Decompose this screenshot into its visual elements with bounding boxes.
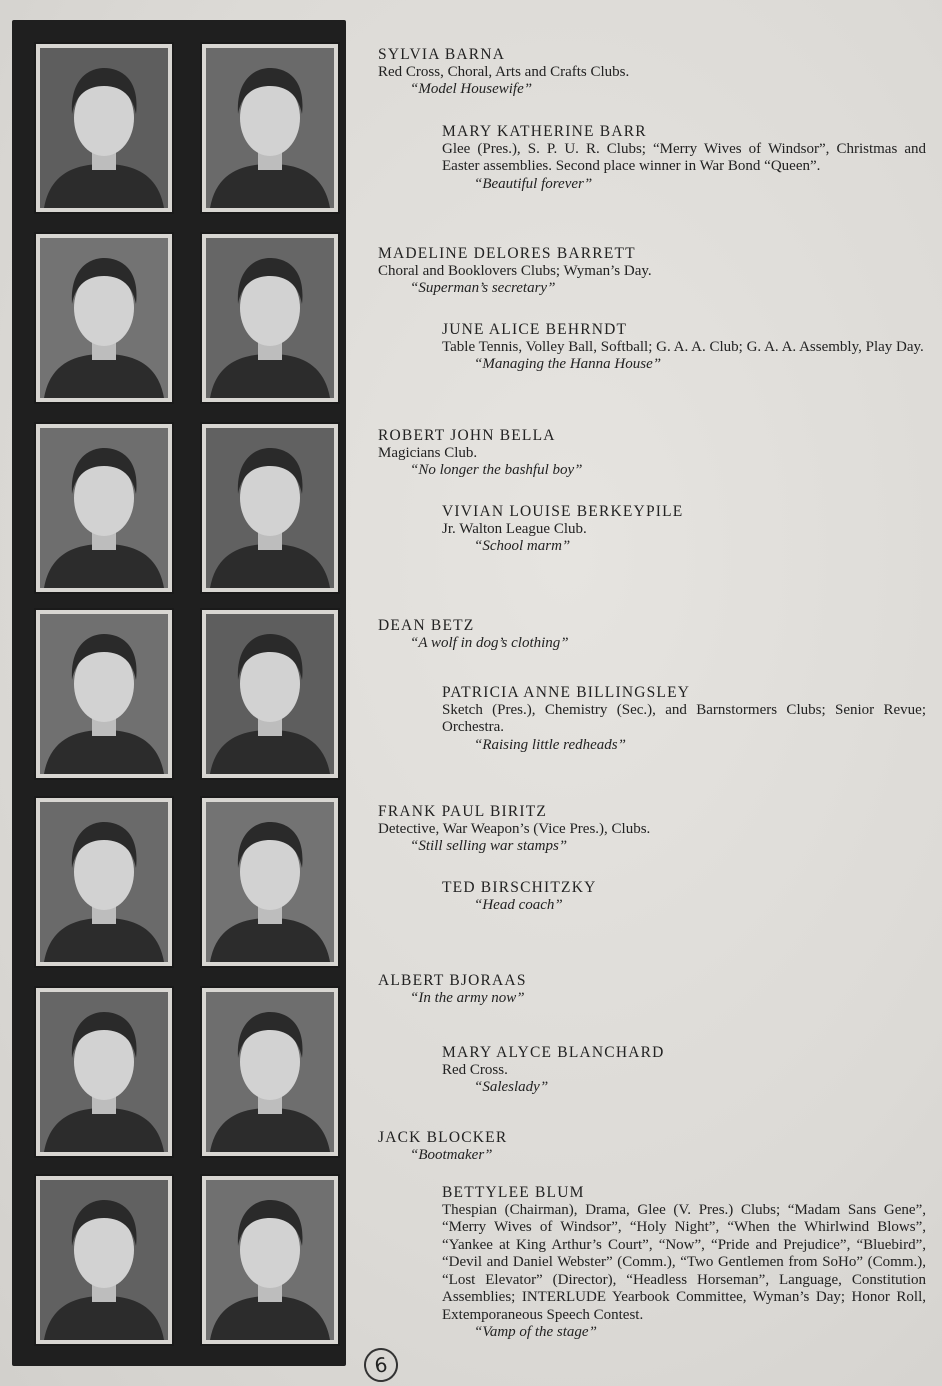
portrait-bettylee-blum xyxy=(202,1176,338,1344)
entry-name: MARY ALYCE BLANCHARD xyxy=(442,1044,665,1061)
entry-ted-birschitzky xyxy=(442,879,926,914)
entry-name: JACK BLOCKER xyxy=(378,1129,508,1146)
entry-activities: Jr. Walton League Club. xyxy=(442,520,587,537)
entry-activities: Table Tennis, Volley Ball, Softball; G. A. A. Club; G. A. A. Assembly, Play Day. xyxy=(442,338,924,355)
page-number: 6 xyxy=(362,1346,400,1384)
entry-vivian-louise-berkeypile xyxy=(442,503,926,556)
portrait-dean-betz xyxy=(36,610,172,778)
entry-name: DEAN BETZ xyxy=(378,617,475,634)
portrait-sylvia-barna xyxy=(36,44,172,212)
entry-name: ALBERT BJORAAS xyxy=(378,972,527,989)
entry-activities: Sketch (Pres.), Chemistry (Sec.), and Barnstormers Clubs; Senior Revue; Orchestra. xyxy=(442,701,926,735)
entry-quote: “Model Housewife” xyxy=(410,81,533,97)
entry-name: PATRICIA ANNE BILLINGSLEY xyxy=(442,684,691,701)
portrait-ted-birschitzky xyxy=(202,798,338,966)
entry-dean-betz xyxy=(378,617,938,652)
entry-quote: “Beautiful forever” xyxy=(474,175,593,192)
entry-activities: Magicians Club. xyxy=(378,444,478,461)
entry-quote: “A wolf in dog’s clothing” xyxy=(410,634,569,651)
entry-name: BETTYLEE BLUM xyxy=(442,1184,585,1201)
portrait-madeline-delores-barrett xyxy=(36,234,172,402)
portrait-vivian-louise-berkeypile xyxy=(202,424,338,592)
portrait-mary-katherine-barr xyxy=(202,44,338,212)
portrait-june-alice-behrndt xyxy=(202,234,338,402)
entry-quote: “Raising little redheads” xyxy=(474,736,626,753)
entry-name: MADELINE DELORES BARRETT xyxy=(378,245,636,262)
entry-name: TED BIRSCHITZKY xyxy=(442,879,597,896)
entry-quote: “Still selling war stamps” xyxy=(410,838,568,854)
entry-albert-bjoraas xyxy=(378,972,938,1007)
entry-robert-john-bella xyxy=(378,427,938,480)
entry-june-alice-behrndt xyxy=(442,321,926,374)
entry-quote: “In the army now” xyxy=(410,989,525,1006)
entry-quote: “Head coach” xyxy=(474,896,563,913)
entry-name: FRANK PAUL BIRITZ xyxy=(378,803,548,820)
entry-quote: “Superman’s secretary” xyxy=(410,280,556,296)
entry-name: MARY KATHERINE BARR xyxy=(442,123,647,140)
entry-quote: “Bootmaker” xyxy=(410,1146,493,1163)
entry-quote: “School marm” xyxy=(474,538,571,554)
entry-activities: Choral and Booklovers Clubs; Wyman’s Day. xyxy=(378,262,652,279)
entry-quote: “No longer the bashful boy” xyxy=(410,462,583,478)
entry-quote: “Vamp of the stage” xyxy=(474,1324,597,1340)
entry-sylvia-barna xyxy=(378,46,938,99)
entry-activities: Thespian (Chairman), Drama, Glee (V. Pres.) Clubs; “Madam Sans Gene”, “Merry Wives of Windsor”, “Holy Night”, “When the Whirlwind Blows”, “Yankee at King Arthur’s Court”, “Now”, “Pride and Prejudice”, “Bluebird”, “Devil and Daniel Webster” (Comm.), “Two Gentlemen from SoHo” (Comm.), “Lost Elevator” (Director), “Headless Horseman”, Language, Constitution Assemblies; INTERLUDE Yearbook Committee, Wyman’s Day; Honor Roll, Extemporaneous Speech Contest. xyxy=(442,1201,926,1323)
entry-activities: Glee (Pres.), S. P. U. R. Clubs; “Merry Wives of Windsor”, Christmas and Easter assemblies. Second place winner in War Bond “Queen”. xyxy=(442,140,926,174)
entry-quote: “Managing the Hanna House” xyxy=(474,356,662,372)
entry-name: SYLVIA BARNA xyxy=(378,46,506,63)
portrait-frank-paul-biritz xyxy=(36,798,172,966)
entry-frank-paul-biritz xyxy=(378,803,938,856)
portrait-patricia-anne-billingsley xyxy=(202,610,338,778)
entry-name: ROBERT JOHN BELLA xyxy=(378,427,556,444)
portrait-albert-bjoraas xyxy=(36,988,172,1156)
entry-name: JUNE ALICE BEHRNDT xyxy=(442,321,628,338)
entry-mary-katherine-barr xyxy=(442,123,926,193)
entry-patricia-anne-billingsley xyxy=(442,684,926,754)
portrait-jack-blocker xyxy=(36,1176,172,1344)
portrait-robert-john-bella xyxy=(36,424,172,592)
entry-quote: “Saleslady” xyxy=(474,1079,549,1095)
entry-activities: Red Cross, Choral, Arts and Crafts Clubs. xyxy=(378,63,630,80)
entry-mary-alyce-blanchard xyxy=(442,1044,926,1097)
entry-jack-blocker xyxy=(378,1129,938,1164)
entry-madeline-delores-barrett xyxy=(378,245,938,298)
entry-name: VIVIAN LOUISE BERKEYPILE xyxy=(442,503,684,520)
entry-activities: Detective, War Weapon’s (Vice Pres.), Clubs. xyxy=(378,820,651,837)
entry-activities: Red Cross. xyxy=(442,1061,508,1078)
entry-bettylee-blum xyxy=(442,1184,926,1342)
portrait-mary-alyce-blanchard xyxy=(202,988,338,1156)
